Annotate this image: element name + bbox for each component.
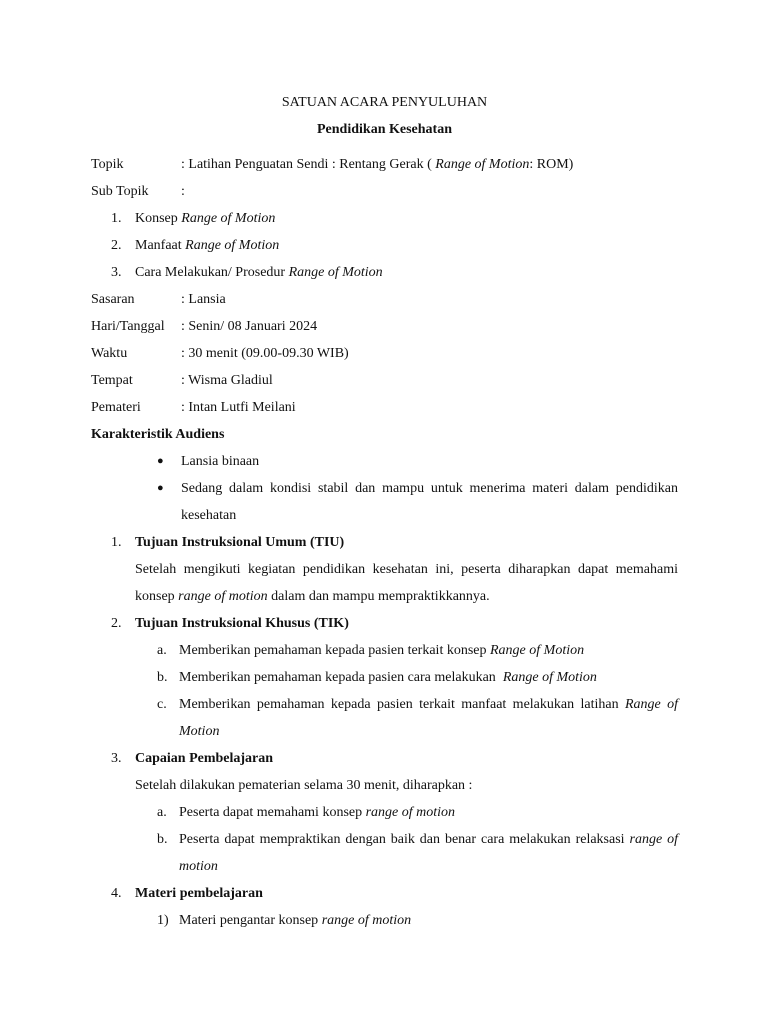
sub-item-italic: Range of Motion	[490, 643, 585, 658]
paragraph-text: Setelah mengikuti kegiatan pendidikan kesehatan ini, peserta diharapkan dapat memahami konsep	[135, 562, 678, 604]
sub-item-letter: b.	[157, 832, 168, 847]
sub-item	[135, 907, 678, 934]
list-italic: Range of Motion	[288, 265, 383, 280]
sub-item-letter: a.	[157, 805, 167, 820]
topik-value-italic: Range of Motion	[435, 157, 530, 172]
sub-item	[135, 664, 678, 691]
info-row-tempat	[91, 367, 678, 394]
info-value: : Intan Lutfi Meilani	[181, 400, 296, 415]
section-heading: Materi pembelajaran	[135, 886, 263, 901]
document-subtitle: Pendidikan Kesehatan	[317, 122, 452, 137]
section-number: 1.	[111, 535, 122, 550]
list-number: 3.	[111, 265, 122, 280]
sub-item-letter: a.	[157, 643, 167, 658]
list-text: Cara Melakukan/ Prosedur	[135, 265, 289, 280]
sub-item-italic: Range of Motion	[179, 697, 679, 739]
list-text: Konsep	[135, 211, 182, 226]
sub-item-text: Memberikan pemahaman kepada pasien terkait konsep	[179, 643, 490, 658]
sub-item	[135, 826, 678, 880]
list-number: 1.	[111, 211, 122, 226]
info-label: Pemateri	[91, 400, 141, 415]
info-value: : Wisma Gladiul	[181, 373, 273, 388]
paragraph-text-end: dalam dan mampu mempraktikkannya.	[267, 589, 490, 604]
section-materi	[91, 880, 678, 934]
topik-label: Topik	[91, 157, 124, 172]
section-number: 4.	[111, 886, 122, 901]
sub-item-letter: b.	[157, 670, 168, 685]
section-paragraph	[135, 556, 678, 610]
sub-topik-item	[91, 205, 678, 232]
info-label: Waktu	[91, 346, 128, 361]
info-value: : Lansia	[181, 292, 226, 307]
info-value: : 30 menit (09.00-09.30 WIB)	[181, 346, 349, 361]
sub-item-text: Memberikan pemahaman kepada pasien cara melakukan	[179, 670, 503, 685]
sub-item-letter: c.	[157, 697, 167, 712]
bullet-icon: ●	[157, 455, 164, 467]
info-label: Sasaran	[91, 292, 135, 307]
list-italic: Range of Motion	[181, 211, 276, 226]
sub-item-text: Peserta dapat memahami konsep	[179, 805, 366, 820]
section-heading: Tujuan Instruksional Umum (TIU)	[135, 535, 345, 550]
sub-item	[135, 691, 678, 745]
karakteristik-heading: Karakteristik Audiens	[91, 427, 225, 442]
list-italic: Range of Motion	[185, 238, 280, 253]
karakteristik-bullet	[91, 448, 678, 475]
sub-item-text: Materi pengantar konsep	[179, 913, 322, 928]
bullet-text: Sedang dalam kondisi stabil dan mampu untuk menerima materi dalam pendidikan kesehatan	[181, 481, 678, 523]
section-tik	[91, 610, 678, 745]
sub-item-italic: range of motion	[321, 913, 412, 928]
list-text: Manfaat	[135, 238, 186, 253]
sub-topik-label: Sub Topik	[91, 184, 149, 199]
info-row-sasaran	[91, 286, 678, 313]
section-heading: Capaian Pembelajaran	[135, 751, 274, 766]
topik-value-suffix: : ROM)	[529, 157, 574, 172]
section-heading: Tujuan Instruksional Khusus (TIK)	[135, 616, 349, 631]
document-page	[91, 89, 678, 934]
paragraph-italic: range of motion	[178, 589, 268, 604]
section-tiu	[91, 529, 678, 610]
sub-item-italic: range of motion	[179, 832, 678, 874]
info-row-hari-tanggal	[91, 313, 678, 340]
info-row-pemateri	[91, 394, 678, 421]
info-row-waktu	[91, 340, 678, 367]
sub-item-italic: range of motion	[365, 805, 456, 820]
karakteristik-bullet	[91, 475, 678, 529]
sub-item	[135, 799, 678, 826]
info-label: Hari/Tanggal	[91, 319, 165, 334]
section-intro: Setelah dilakukan pematerian selama 30 menit, diharapkan :	[135, 778, 473, 793]
bullet-text: Lansia binaan	[181, 454, 260, 469]
info-label: Tempat	[91, 373, 133, 388]
bullet-icon: ●	[157, 482, 164, 494]
sub-item-text: Peserta dapat mempraktikan dengan baik dan benar cara melakukan relaksasi	[179, 832, 630, 847]
sub-topik-value: :	[181, 184, 185, 199]
sub-item-italic: Range of Motion	[502, 670, 597, 685]
sub-topik-item	[91, 232, 678, 259]
section-number: 2.	[111, 616, 122, 631]
document-title: SATUAN ACARA PENYULUHAN	[281, 95, 488, 110]
sub-item-text: Memberikan pemahaman kepada pasien terkait manfaat melakukan latihan	[179, 697, 625, 712]
sub-item-letter: 1)	[157, 913, 169, 928]
list-number: 2.	[111, 238, 122, 253]
sub-topik-row	[91, 178, 678, 205]
topik-value	[181, 151, 678, 178]
section-number: 3.	[111, 751, 122, 766]
section-capaian	[91, 745, 678, 880]
topik-row	[91, 151, 678, 178]
topik-value-prefix: : Latihan Penguatan Sendi : Rentang Gerak (	[181, 157, 436, 172]
info-value: : Senin/ 08 Januari 2024	[181, 319, 318, 334]
sub-item	[135, 637, 678, 664]
sub-topik-item	[91, 259, 678, 286]
